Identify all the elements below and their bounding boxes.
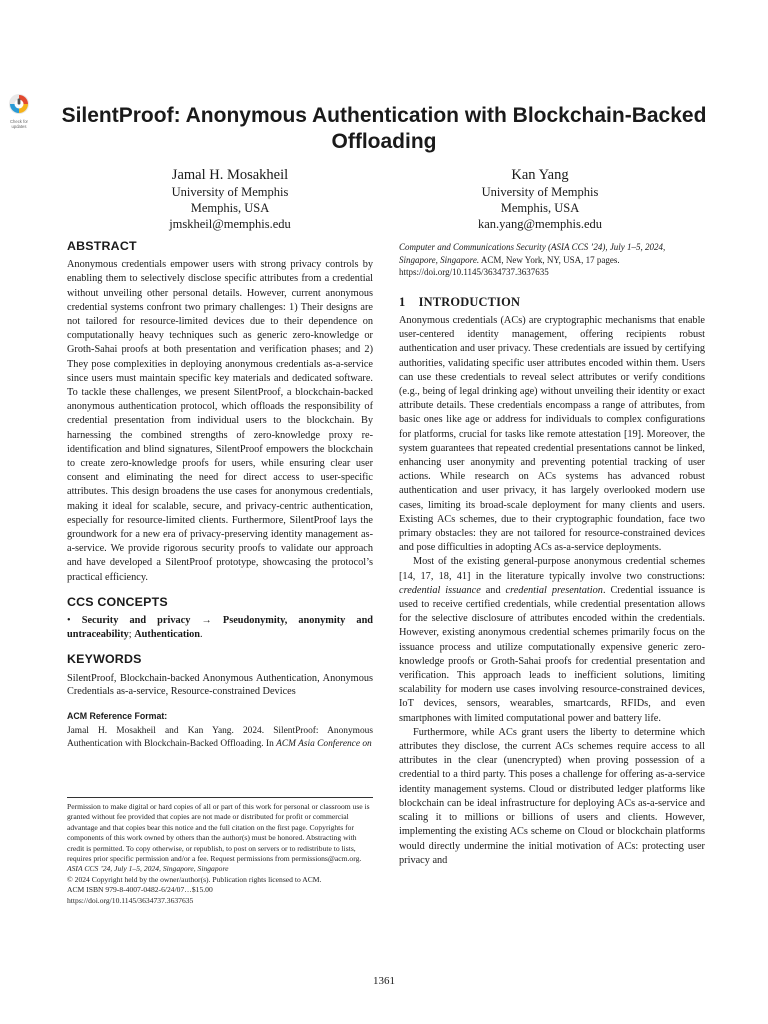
paper-title: SilentProof: Anonymous Authentication with Blockchain-Backed Offloading [61, 104, 707, 153]
ccs-separator: ; [128, 629, 132, 641]
author-name: Kan Yang [511, 167, 569, 183]
author-affiliation: University of Memphis [481, 185, 599, 199]
intro-paragraph-3: Furthermore, while ACs grant users the liberty to determine which attributes they disclose, the current ACs schemes require access to all attributes in the clear (unencrypted) when proving possession of a credential to a third party. This poses a challenge for offering as-a-service identity management systems. Cloud or distributed ledger platforms like blockchain can be ideal infrastructure for deploying ACs as-a-service and scaling it to millions or billions of users and clients. However, implementing the existing ACs scheme on Cloud or blockchain platforms would directly undermine the initial motivation of ACs: protecting user privacy and [399, 726, 705, 866]
abstract-heading: ABSTRACT [67, 239, 137, 253]
ccs-part-2: Pseudonymity, anonymity and untraceability [67, 615, 374, 641]
footnote-isbn: ACM ISBN 979-8-4007-0482-6/24/07…$15.00 [67, 885, 213, 895]
acm-reference-text [67, 725, 373, 751]
ccs-bullet: • [67, 615, 71, 627]
author-block-1 [80, 166, 380, 232]
author-block-2 [390, 166, 690, 232]
ccs-end: . [200, 629, 203, 641]
introduction-heading [399, 295, 705, 309]
reference-venue-italic: Computer and Communications Security (ASIA CCS ’24), July 1–5, 2024, Singapore, Singapore. [399, 242, 666, 265]
intro-p2-italic-1: credential issuance [399, 584, 481, 596]
footnote-venue: ASIA CCS ’24, July 1–5, 2024, Singapore, Singapore [67, 864, 229, 874]
page-number: 1361 [373, 975, 395, 987]
ccs-concepts-heading: CCS CONCEPTS [67, 594, 168, 609]
author-location: Memphis, USA [500, 201, 580, 215]
intro-paragraph-1: Anonymous credentials (ACs) are cryptographic mechanisms that enable user-centered identity management, offering recipients robust authentication and user privacy. These credentials are issued by certifying authorities, validating specific user attributes encoded within them. Users can use these credentials to reveal select attributes or verify conditions (e.g., being of legal drinking age) without unveiling their identity or exact attribute details. These credentials encompass a range of attributes, from basic ones like age or address for individuals to complex configurations for platforms, crucial for tasks like remote attestation [19]. Moreover, the system guarantees that repeated credential presentations cannot be linked, enhancing user anonymity and preventing potential tracking of user actions. While research on ACs systems has advanced robust authentication and user privacy, it has largely overlooked modern use cases, limiting its broad-scale deployment for many clients and users. Existing ACs schemes, due to their cryptographic foundation, face two primary obstacles: they are not tailored for resource-constrained devices and pose difficulties in adopting ACs as-a-service deployments. [399, 314, 705, 554]
ccs-part-3: Authentication [134, 629, 201, 641]
author-location: Memphis, USA [190, 201, 270, 215]
intro-p2-italic-2: credential presentation [505, 584, 603, 596]
acm-reference-italic: ACM Asia Conference on [276, 738, 372, 749]
author-email[interactable]: jmskheil@memphis.edu [169, 217, 291, 231]
left-column [67, 239, 373, 751]
footnote-copyright: © 2024 Copyright held by the owner/author(s). Publication rights licensed to ACM. [67, 874, 322, 884]
intro-p2-c: . Credential issuance is used to receive certified credentials, while credential presentation allows for the selective disclosure of attributes encoded within the credentials. However, existing anonymous credential schemes primarily focus on the issuance process and utilize computationally expensive generic zero-knowledge proofs or Groth-Sahai proofs for credential presentation and verification. This approach leads to inefficient solutions, limiting scalability for modern use cases involving resource-constrained devices, IoT devices, sensors, wearables, smartcards, RFIDs, and even smartphones with limited computational power and battery life. [399, 584, 705, 724]
ccs-concepts-text [67, 614, 373, 642]
section-number: 1 [399, 294, 406, 309]
acm-reference-plain: Jamal H. Mosakheil and Kan Yang. 2024. SilentProof: Anonymous Authentication with Blockchain-Backed Offloading. In [67, 726, 373, 749]
abstract-text: Anonymous credentials empower users with strong privacy controls by enabling them to selectively disclose specific attributes from a credential without unveiling other personal details. However, current anonymous credential systems confront two primary challenges: 1) Their designs are not tailored for resource-limited devices due to their dependence on computationally heavy techniques such as generic zero-knowledge or Groth-Sahai proofs at both presentation and verification phases; and 2) They pose complexities in deploying anonymous credentials as-a-service since users must maintain specific key materials and dedicated software. To tackle these challenges, we present SilentProof, a blockchain-backed anonymous authentication protocol, which offloads the responsibility of credential presentation from individual users to the blockchain. By harnessing the combined strengths of zero-knowledge proxy re-identification and blind signatures, SilentProof empowers the blockchain to create zero-knowledge proofs for users, while ensuring clear user consent and eliminating the need for direct access to user-specific attributes. This design broadens the use cases for anonymous credentials, making it ideal for scalable, secure, and privacy-centric authentication, especially for resource-limited clients. Furthermore, SilentProof lays the groundwork for a new era of privacy-preserving identity management as-a-service. We provide rigorous security proofs to validate our approach and have developed a SilentProof prototype, showcasing the protocol’s practical efficiency. [67, 259, 373, 583]
permission-text: Permission to make digital or hard copies of all or part of this work for personal or classroom use is granted without fee provided that copies are not made or distributed for profit or commercial advantage and that copies bear this notice and the full citation on the first page. Copyrights for components of this work owned by others than the author(s) must be honored. Abstracting with credit is permitted. To copy otherwise, or republish, to post on servers or to redistribute to lists, requires prior specific permission and/or a fee. Request permissions from permissions@acm.org. [67, 802, 370, 864]
author-email[interactable]: kan.yang@memphis.edu [478, 217, 602, 231]
intro-p2-b: and [480, 584, 506, 596]
footnote-doi[interactable]: https://doi.org/10.1145/3634737.3637635 [67, 895, 194, 905]
ccs-part-1: Security and privacy [81, 615, 191, 627]
ccs-arrow: → [201, 615, 212, 627]
reference-publisher: ACM, New York, NY, USA, 17 pages. https://doi.org/10.1145/3634737.3637635 [399, 254, 620, 278]
keywords-text: SilentProof, Blockchain-backed Anonymous Authentication, Anonymous Credentials as-a-service, Resource-constrained Devices [67, 672, 373, 698]
right-column [399, 241, 705, 868]
intro-paragraph-2 [399, 555, 705, 725]
author-name: Jamal H. Mosakheil [171, 167, 289, 183]
badge-caption-line2: updates [11, 123, 27, 129]
acm-reference-heading: ACM Reference Format: [67, 710, 168, 721]
section-title: INTRODUCTION [418, 294, 521, 309]
author-affiliation: University of Memphis [171, 185, 289, 199]
keywords-heading: KEYWORDS [67, 652, 142, 667]
reference-continuation [399, 241, 705, 279]
check-for-updates-badge[interactable] [4, 93, 34, 127]
intro-p2-a: Most of the existing general-purpose anonymous credential schemes [14, 17, 18, 41] in the literature typically involve two constructions: [399, 556, 705, 582]
permission-footnote [67, 797, 373, 906]
badge-caption-line1: Check for [10, 119, 28, 124]
check-for-updates-icon [8, 93, 30, 115]
